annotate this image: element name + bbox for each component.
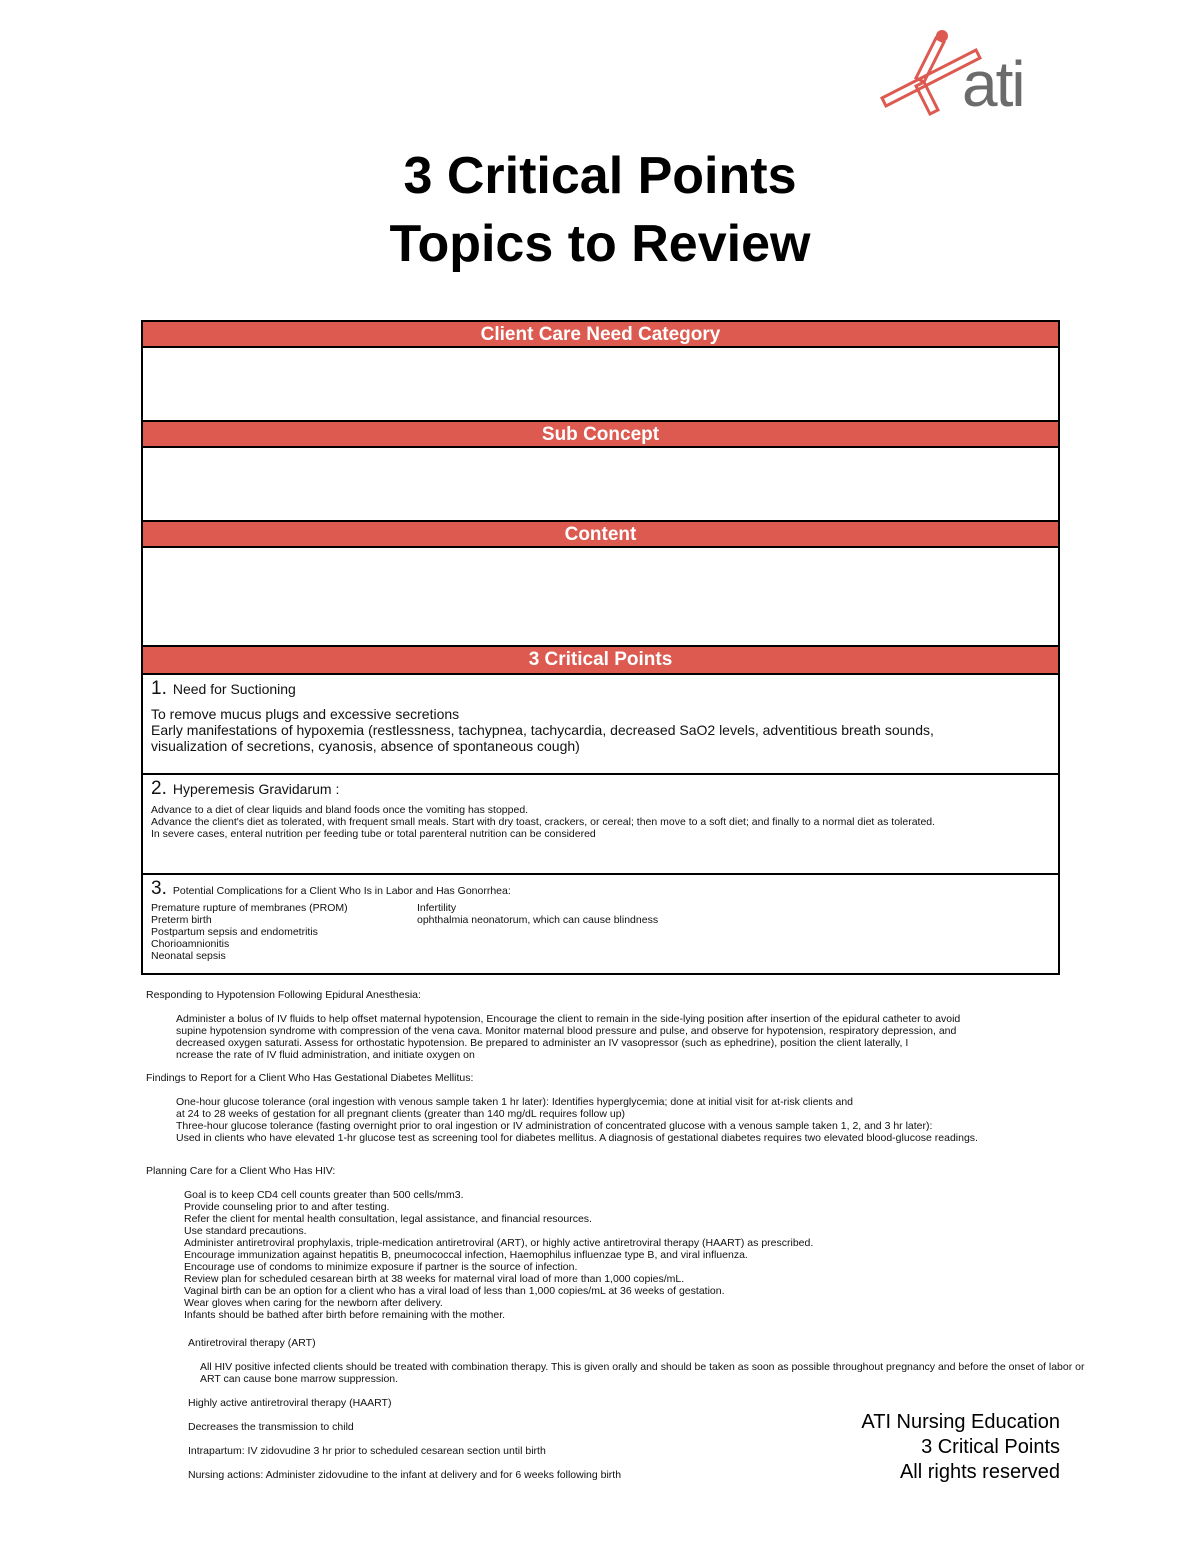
point-2-line: In severe cases, enteral nutrition per feeding tube or total parenteral nutrition can be considered (151, 828, 596, 840)
page-title-line2: Topics to Review (389, 215, 811, 273)
section-line: Goal is to keep CD4 cell counts greater than 500 cells/mm3. (184, 1189, 464, 1201)
section-line: decreased oxygen saturati. Assess for orthostatic hypotension. Be prepared to administer an IV vasopressor (such as ephedrine), position the client laterally, I (176, 1037, 909, 1049)
section-line: One-hour glucose tolerance (oral ingestion with venous sample taken 1 hr later): Identifies hyperglycemia; done at initial visit for at-risk clients and (176, 1096, 854, 1108)
logo-text: ati (962, 48, 1024, 120)
section-title: Findings to Report for a Client Who Has Gestational Diabetes Mellitus: (146, 1072, 474, 1084)
section-line: Provide counseling prior to and after testing. (184, 1201, 390, 1213)
section-line: Infants should be bathed after birth before remaining with the mother. (184, 1309, 506, 1321)
content-field[interactable] (143, 548, 1058, 647)
point-2-line: Advance the client's diet as tolerated, with frequent small meals. Start with dry toast, crackers, or cereal; then move to a soft diet; and finally to a normal diet as tolerated. (151, 816, 936, 828)
art-line: All HIV positive infected clients should be treated with combination therapy. This is given orally and should be taken as soon as possible throughout pregnancy and before the onset of labor or (200, 1361, 1085, 1373)
client-care-field[interactable] (143, 348, 1058, 422)
section-line: Encourage use of condoms to minimize exposure if partner is the source of infection. (184, 1261, 578, 1273)
section-epidural (146, 989, 1200, 1061)
sub-concept-field[interactable] (143, 448, 1058, 522)
section-line: Encourage immunization against hepatitis B, pneumococcal infection, Haemophilus influenzae type B, and viral influenza. (184, 1249, 748, 1261)
content-header: Content (143, 522, 1058, 548)
critical-point-1 (143, 673, 1058, 773)
section-line: Administer antiretroviral prophylaxis, triple-medication antiretroviral (ART), or highly active antiretroviral therapy (HAART) as prescribed. (184, 1237, 814, 1249)
section-line: supine hypotension syndrome with compression of the vena cava. Monitor maternal blood pressure and pulse, and observe for hypotension, respiratory depression, and (176, 1025, 957, 1037)
point-1-number: 1. (151, 678, 167, 699)
decreases-line: Decreases the transmission to child (188, 1421, 354, 1433)
point-1-line: To remove mucus plugs and excessive secretions (151, 706, 460, 722)
critical-point-3 (143, 873, 1058, 973)
footer-line2: 3 Critical Points (921, 1436, 1060, 1458)
point-3-item: ophthalmia neonatorum, which can cause blindness (417, 914, 659, 926)
section-line: Used in clients who have elevated 1-hr glucose test as screening tool for diabetes mellitus. A diagnosis of gestational diabetes requires two elevated blood-glucose readings. (176, 1132, 978, 1144)
intrapartum-line: Intrapartum: IV zidovudine 3 hr prior to scheduled cesarean section until birth (188, 1445, 546, 1457)
point-1-line: Early manifestations of hypoxemia (restlessness, tachypnea, tachycardia, decreased SaO2 levels, adventitious breath sounds, (151, 722, 934, 738)
point-2-line: Advance to a diet of clear liquids and bland foods once the vomiting has stopped. (151, 804, 529, 816)
point-3-item: Preterm birth (151, 914, 212, 926)
point-3-title: Potential Complications for a Client Who Is in Labor and Has Gonorrhea: (172, 885, 511, 897)
art-title: Antiretroviral therapy (ART) (188, 1337, 316, 1349)
critical-points-table (141, 320, 1060, 975)
section-hiv (146, 1165, 1200, 1321)
point-3-item: Premature rupture of membranes (PROM) (151, 902, 348, 914)
point-3-item: Postpartum sepsis and endometritis (151, 926, 318, 938)
point-1-line: visualization of secretions, cyanosis, absence of spontaneous cough) (151, 738, 580, 754)
sub-concept-header: Sub Concept (143, 422, 1058, 448)
section-line: Review plan for scheduled cesarean birth at 38 weeks for maternal viral load of more than 1,000 copies/mL. (184, 1273, 685, 1285)
section-line: Use standard precautions. (184, 1225, 307, 1237)
section-line: Three-hour glucose tolerance (fasting overnight prior to oral ingestion or IV administration of concentrated glucose with a venous sample taken 1, 2, and 3 hr later): (176, 1120, 933, 1132)
point-1-title: Need for Suctioning (172, 681, 296, 697)
footer-line1: ATI Nursing Education (861, 1411, 1060, 1433)
point-2-number: 2. (151, 778, 167, 799)
point-3-number: 3. (151, 878, 167, 899)
point-3-item: Infertility (417, 902, 457, 914)
footer-line3: All rights reserved (899, 1461, 1060, 1483)
critical-point-2 (143, 773, 1058, 873)
section-line: Wear gloves when caring for the newborn after delivery. (184, 1297, 443, 1309)
point-3-item: Chorioamnionitis (151, 938, 230, 950)
haart-title: Highly active antiretroviral therapy (HAART) (188, 1397, 392, 1409)
section-title: Responding to Hypotension Following Epidural Anesthesia: (146, 989, 421, 1001)
art-line: ART can cause bone marrow suppression. (200, 1373, 399, 1385)
section-title: Planning Care for a Client Who Has HIV: (146, 1165, 336, 1177)
client-care-header: Client Care Need Category (143, 322, 1058, 348)
point-2-title: Hyperemesis Gravidarum : (172, 781, 340, 797)
section-line: at 24 to 28 weeks of gestation for all pregnant clients (greater than 140 mg/dL requires follow up) (176, 1108, 626, 1120)
section-line: Refer the client for mental health consultation, legal assistance, and financial resources. (184, 1213, 592, 1225)
point-3-item: Neonatal sepsis (151, 950, 226, 962)
section-gdm (146, 1072, 1200, 1144)
nursing-actions-line: Nursing actions: Administer zidovudine to the infant at delivery and for 6 weeks following birth (188, 1469, 622, 1481)
section-line: Administer a bolus of IV fluids to help offset maternal hypotension, Encourage the client to remain in the side-lying position after insertion of the epidural catheter to avoid (176, 1013, 961, 1025)
page-title-line1: 3 Critical Points (403, 147, 797, 205)
section-line: ncrease the rate of IV fluid administration, and initiate oxygen on (176, 1049, 475, 1061)
critical-points-header: 3 Critical Points (143, 647, 1058, 673)
section-line: Vaginal birth can be an option for a client who has a viral load of less than 1,000 copies/mL at 36 weeks of gestation. (184, 1285, 725, 1297)
footer (861, 1410, 1060, 1485)
